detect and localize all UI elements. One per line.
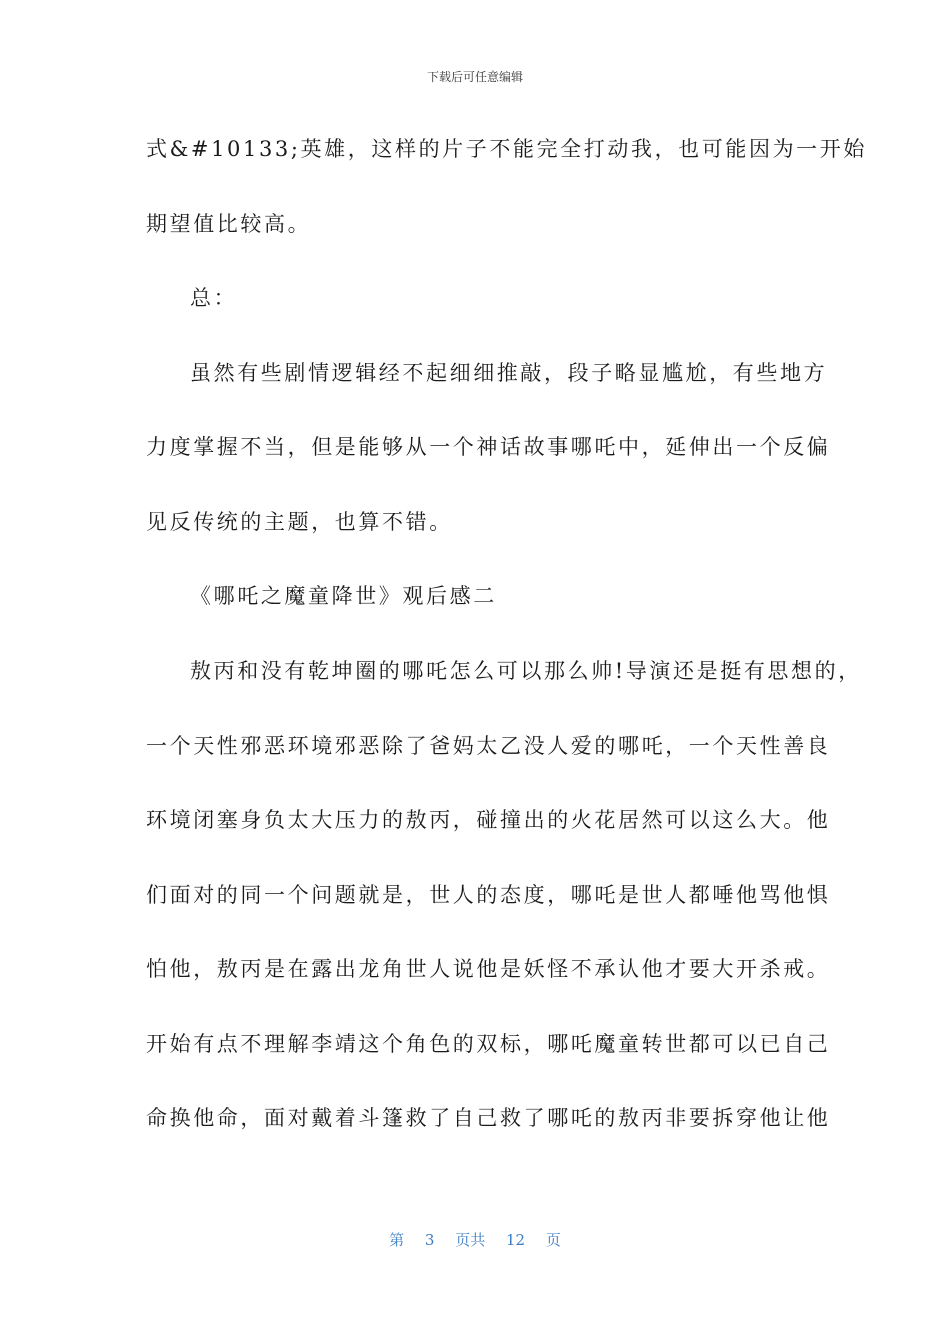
text-line: 怕他，敖丙是在露出龙角世人说他是妖怪不承认他才要大开杀戒。 [146, 957, 831, 981]
page-number: 3 [424, 1231, 435, 1249]
text-line: 一个天性邪恶环境邪恶除了爸妈太乙没人爱的哪吒，一个天性善良 [146, 734, 831, 758]
text-line: 环境闭塞身负太大压力的敖丙，碰撞出的火花居然可以这么大。他 [146, 808, 831, 832]
footer-suffix: 页 [545, 1231, 561, 1249]
text-line: 敖丙和没有乾坤圈的哪吒怎么可以那么帅!导演还是挺有思想的， [190, 659, 862, 683]
text-line: 总： [190, 286, 238, 310]
section-title: 《哪吒之魔童降世》观后感二 [190, 584, 497, 608]
text-line: 见反传统的主题，也算不错。 [146, 510, 453, 534]
text-line: 命换他命，面对戴着斗篷救了自己救了哪吒的敖丙非要拆穿他让他 [146, 1106, 831, 1130]
footer-middle: 页共 [455, 1231, 486, 1249]
page-header: 下载后可任意编辑 [426, 70, 523, 84]
text-line: 开始有点不理解李靖这个角色的双标，哪吒魔童转世都可以已自己 [146, 1032, 831, 1056]
total-pages: 12 [506, 1231, 526, 1249]
text-line: 力度掌握不当，但是能够从一个神话故事哪吒中，延伸出一个反偏 [146, 435, 831, 459]
text-line: 期望值比较高。 [146, 212, 312, 236]
footer-prefix: 第 [389, 1231, 405, 1249]
page-footer [0, 1229, 950, 1250]
text-line: 式&#10133;英雄，这样的片子不能完全打动我，也可能因为一开始 [146, 137, 867, 161]
text-line: 们面对的同一个问题就是，世人的态度，哪吒是世人都唾他骂他惧 [146, 883, 831, 907]
text-line: 虽然有些剧情逻辑经不起细细推敲，段子略显尴尬，有些地方 [190, 361, 828, 385]
